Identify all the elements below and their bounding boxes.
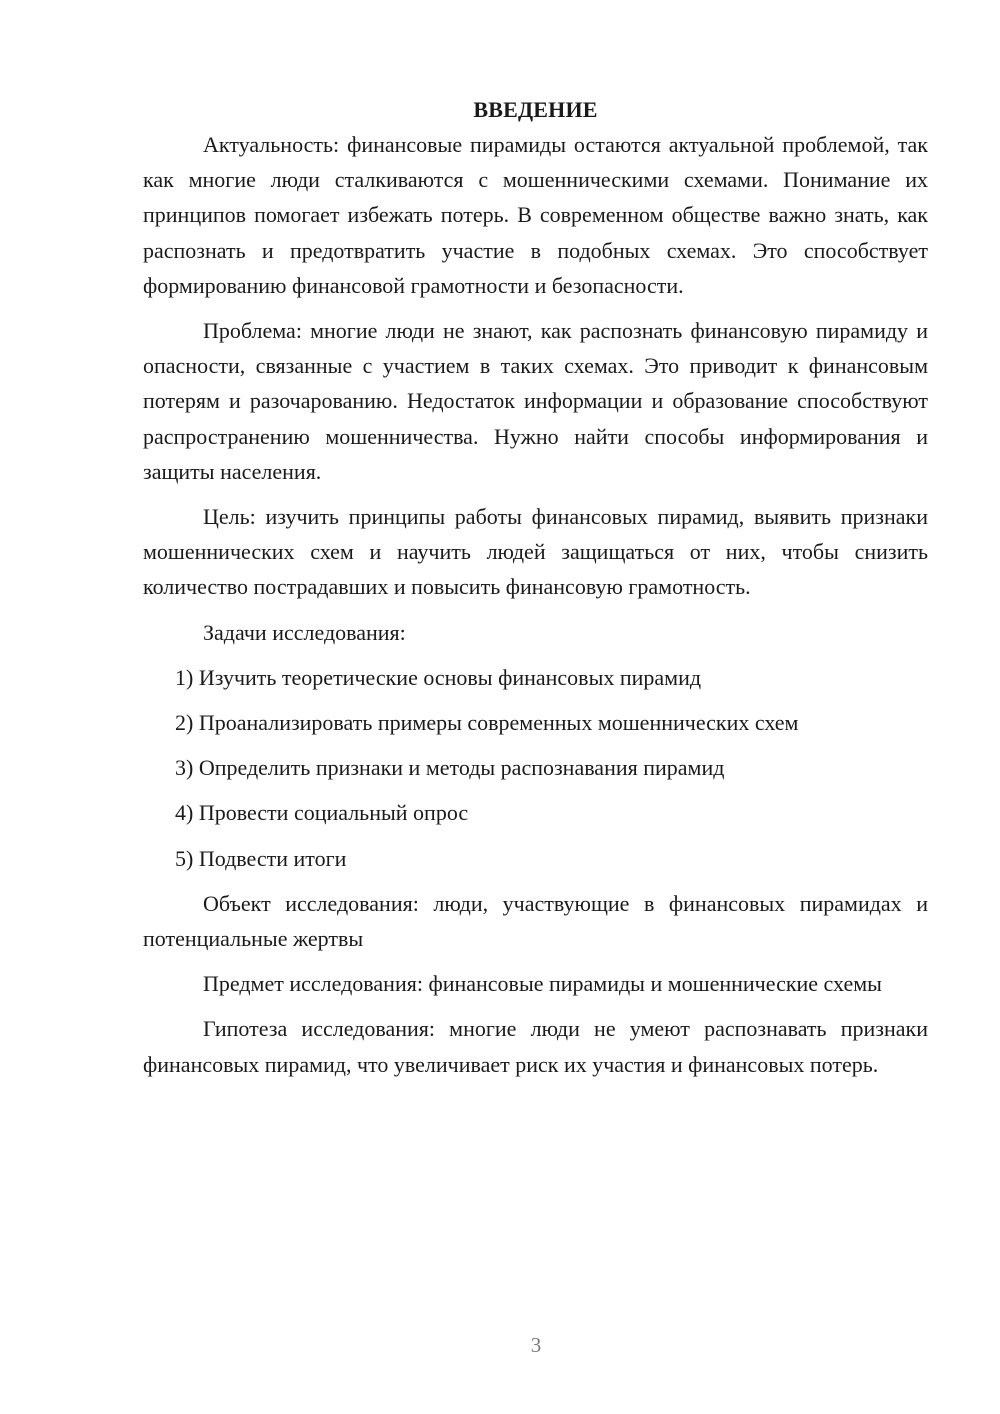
task-item: 2) Проанализировать примеры современных мошеннических схем	[175, 710, 799, 736]
task-item: 1) Изучить теоретические основы финансовых пирамид	[175, 664, 702, 690]
task-list	[143, 660, 928, 876]
paragraph-problem: Проблема: многие люди не знают, как распознать финансовую пирамиду и опасности, связанные с участием в таких схемах. Это приводит к финансовым потерям и разочарованию. Недостаток информации и образование способствуют распространению мошенничества. Нужно найти способы информирования и защиты населения.	[143, 318, 928, 484]
section-title: ВВЕДЕНИЕ	[473, 97, 598, 122]
task-item: 3) Определить признаки и методы распознавания пирамид	[175, 755, 725, 781]
paragraph-subject: Предмет исследования: финансовые пирамиды и мошеннические схемы	[203, 971, 882, 997]
paragraph-relevance: Актуальность: финансовые пирамиды остаются актуальной проблемой, так как многие люди сталкиваются с мошенническими схемами. Понимание их принципов помогает избежать потерь. В современном обществе важно знать, как распознать и предотвратить участие в подобных схемах. Это способствует формированию финансовой грамотности и безопасности.	[143, 132, 928, 298]
paragraph-object: Объект исследования: люди, участвующие в финансовых пирамидах и потенциальные жертвы	[143, 890, 928, 952]
task-item: 5) Подвести итоги	[175, 845, 347, 871]
page-content	[143, 92, 928, 1092]
tasks-heading: Задачи исследования:	[203, 619, 406, 645]
paragraph-hypothesis: Гипотеза исследования: многие люди не умеют распознавать признаки финансовых пирамид, что увеличивает риск их участия и финансовых потерь.	[143, 1016, 928, 1077]
task-item: 4) Провести социальный опрос	[175, 800, 469, 826]
paragraph-goal: Цель: изучить принципы работы финансовых пирамид, выявить признаки мошеннических схем и научить людей защищаться от них, чтобы снизить количество пострадавших и повысить финансовую грамотность.	[143, 504, 928, 600]
page-number: 3	[530, 1333, 542, 1357]
